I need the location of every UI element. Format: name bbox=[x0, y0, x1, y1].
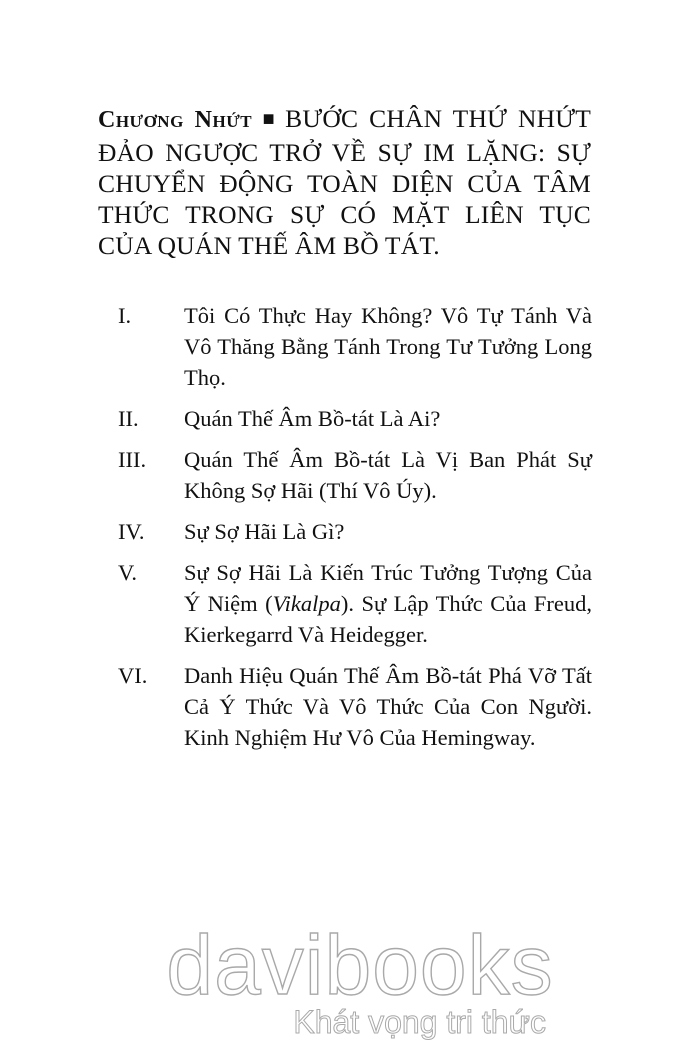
toc-item-number: II. bbox=[118, 406, 139, 431]
chapter-label: Chương Nhứt bbox=[98, 107, 253, 133]
toc-text-italic: Vikalpa bbox=[272, 591, 341, 616]
watermark-tagline: Khát vọng tri thức bbox=[293, 1004, 546, 1040]
toc-item-text: Tôi Có Thực Hay Không? Vô Tự Tánh Và Vô Thăng Bằng Tánh Trong Tư Tưởng Long Thọ. bbox=[184, 303, 592, 390]
separator-square-icon: ■ bbox=[258, 108, 280, 130]
toc-item-number: V. bbox=[118, 560, 137, 585]
chapter-title: BƯỚC CHÂN THỨ NHỨT ĐẢO NGƯỢC TRỞ VỀ SỰ IM LẶNG: SỰ CHUYỂN ĐỘNG TOÀN DIỆN CỦA TÂM THỨC TRONG SỰ CÓ MẶT LIÊN TỤC CỦA QUÁN THẾ ÂM BỒ TÁT. bbox=[98, 104, 592, 260]
toc-item-number: III. bbox=[118, 447, 147, 472]
toc-item bbox=[118, 557, 592, 650]
toc-item bbox=[118, 660, 592, 753]
toc-item-number: IV. bbox=[118, 519, 145, 544]
toc-text-after: ). Sự Lập Thức Của Freud, Kierkegarrd Và Heidegger. bbox=[184, 591, 593, 647]
toc-item-number: VI. bbox=[118, 663, 148, 688]
toc-item bbox=[118, 300, 592, 393]
toc-item-text: Quán Thế Âm Bồ-tát Là Ai? bbox=[184, 406, 441, 431]
toc-item bbox=[118, 516, 592, 547]
toc-item-text: Sự Sợ Hãi Là Gì? bbox=[184, 519, 345, 544]
toc-item-text bbox=[184, 557, 592, 650]
toc-item-number: I. bbox=[118, 303, 132, 328]
watermark-logo: davibooks bbox=[166, 918, 554, 1012]
toc-text-before: Sự Sợ Hãi Là Kiến Trúc Tưởng Tượng Của Ý Niệm ( bbox=[184, 560, 592, 616]
chapter-heading bbox=[98, 103, 591, 261]
toc-item bbox=[118, 403, 592, 434]
publisher-watermark bbox=[150, 920, 570, 1040]
toc-item-text: Quán Thế Âm Bồ-tát Là Vị Ban Phát Sự Không Sợ Hãi (Thí Vô Úy). bbox=[184, 447, 592, 503]
toc-item bbox=[118, 444, 592, 506]
toc-item-text: Danh Hiệu Quán Thế Âm Bồ-tát Phá Vỡ Tất Cả Ý Thức Và Vô Thức Của Con Người. Kinh Nghiệm Hư Vô Của Hemingway. bbox=[184, 663, 592, 750]
chapter-contents-list bbox=[118, 300, 592, 763]
